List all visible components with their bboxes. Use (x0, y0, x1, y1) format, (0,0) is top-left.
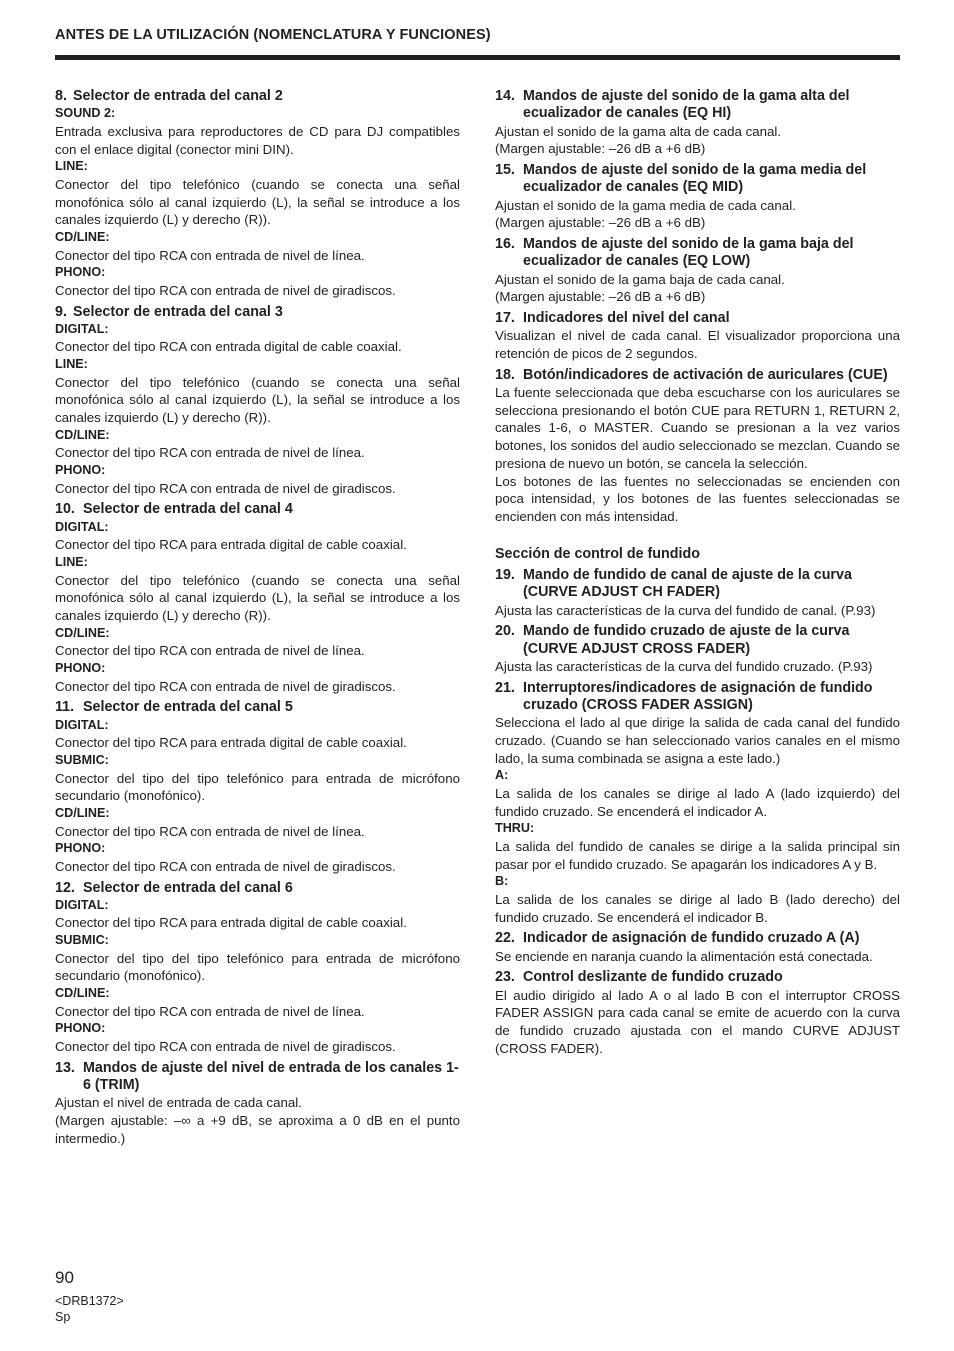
item-heading (55, 501, 460, 518)
paragraph: Ajusta las características de la curva del fundido de canal. (P.93) (495, 602, 876, 618)
section-block (495, 88, 900, 158)
page-header: ANTES DE LA UTILIZACIÓN (NOMENCLATURA Y FUNCIONES) (55, 27, 491, 43)
option-description: Conector del tipo RCA con entrada digital de cable coaxial. (55, 339, 402, 355)
option-label: PHONO: (55, 463, 106, 478)
section-block (55, 699, 460, 875)
option-label: LINE: (55, 159, 88, 174)
item-title: Selector de entrada del canal 3 (73, 303, 283, 320)
paragraph: (Margen ajustable: –26 dB a +6 dB) (495, 141, 706, 157)
option-label: DIGITAL: (55, 519, 109, 534)
option-description: La salida del fundido de canales se dirige a la salida principal sin pasar por el fundido cruzado. Se apagarán los indicadores A y B. (495, 838, 900, 872)
item-number: 21. (495, 679, 515, 696)
option-description: Conector del tipo RCA para entrada digital de cable coaxial. (55, 537, 407, 553)
item-heading (55, 304, 460, 321)
option-label: LINE: (55, 357, 88, 372)
section-block (495, 567, 900, 619)
item-heading (495, 162, 900, 197)
right-column (495, 88, 900, 1057)
item-heading (495, 236, 900, 271)
item-number: 17. (495, 310, 515, 326)
item-number: 11. (55, 699, 75, 716)
option-label: CD/LINE: (55, 986, 110, 1001)
paragraph: Visualizan el nivel de cada canal. El visualizador proporciona una retención de picos de 2 segundos. (495, 328, 900, 361)
option-description: Conector del tipo RCA con entrada de nivel de línea. (55, 823, 365, 839)
paragraph: Ajustan el nivel de entrada de cada canal. (55, 1095, 302, 1111)
item-number: 23. (495, 969, 515, 986)
option-label: THRU: (495, 821, 535, 836)
section-block (495, 546, 900, 563)
item-title: Mandos de ajuste del sonido de la gama alta del ecualizador de canales (EQ HI) (523, 88, 850, 122)
item-title: Selector de entrada del canal 5 (83, 699, 293, 716)
item-number: 20. (495, 623, 515, 640)
paragraph: Ajustan el sonido de la gama alta de cada canal. (495, 123, 782, 139)
option-description: Entrada exclusiva para reproductores de CD para DJ compatibles con el enlace digital (conector mini DIN). (55, 123, 460, 157)
option-description: Conector del tipo telefónico (cuando se conecta una señal monofónica sólo al canal izquierdo (L), la señal se introduce a los canales izquierdo (L) y derecho (R)). (55, 572, 460, 624)
item-heading (495, 623, 900, 658)
option-label: CD/LINE: (55, 805, 110, 820)
document-code (55, 1293, 124, 1325)
left-column (55, 88, 460, 1147)
option-label: A: (495, 768, 509, 783)
option-label: B: (495, 874, 509, 889)
item-number: 14. (495, 88, 515, 104)
language-code: Sp (55, 1310, 71, 1324)
paragraph: Selecciona el lado al que dirige la salida de cada canal del fundido cruzado. (Cuando se han seleccionado varios canales en el mismo lado, la suma combinada se asigna a este lado.) (495, 715, 900, 766)
item-title: Botón/indicadores de activación de auriculares (CUE) (523, 366, 888, 383)
option-description: La salida de los canales se dirige al lado B (lado derecho) del fundido cruzado. Se encenderá el indicador B. (495, 891, 900, 925)
paragraph: Ajustan el sonido de la gama baja de cada canal. (495, 271, 785, 287)
item-heading (495, 969, 900, 986)
option-description: Conector del tipo del tipo telefónico para entrada de micrófono secundario (monofónico). (55, 950, 460, 984)
section-block (55, 501, 460, 695)
section-block (55, 1060, 460, 1148)
option-label: DIGITAL: (55, 321, 109, 336)
paragraph: La fuente seleccionada que deba escucharse con los auriculares se selecciona presionando el botón CUE para RETURN 1, RETURN 2, canales 1-6, o MASTER. Cuando se presionan a la vez varios botones, los sonidos del audio seleccionado se mezclan. Cuando se presiona de nuevo un botón, se cancela la selección. (495, 385, 900, 471)
paragraph: (Margen ajustable: –26 dB a +6 dB) (495, 215, 706, 231)
option-description: Conector del tipo RCA con entrada de nivel de giradiscos. (55, 282, 396, 298)
item-title: Selector de entrada del canal 4 (83, 501, 293, 518)
option-description: Conector del tipo RCA con entrada de nivel de giradiscos. (55, 1039, 396, 1055)
section-block (55, 88, 460, 300)
item-number: 22. (495, 930, 515, 947)
item-number: 8. (55, 88, 67, 104)
section-block (55, 880, 460, 1056)
section-block (495, 236, 900, 306)
item-heading (55, 699, 460, 716)
item-title: Selector de entrada del canal 6 (83, 879, 293, 896)
item-title: Interruptores/indicadores de asignación de fundido cruzado (CROSS FADER ASSIGN) (523, 679, 873, 713)
section-block (495, 310, 900, 363)
paragraph: Los botones de las fuentes no seleccionadas se encienden con poca intensidad, y los botones de las fuentes seleccionadas se encienden con más intensidad. (495, 473, 900, 524)
option-description: Conector del tipo RCA con entrada de nivel de giradiscos. (55, 480, 396, 496)
item-heading (495, 680, 900, 715)
option-description: Conector del tipo telefónico (cuando se conecta una señal monofónica sólo al canal izquierdo (L), la señal se introduce a los canales izquierdo (L) y derecho (R)). (55, 374, 460, 426)
item-number: 10. (55, 501, 75, 518)
section-block (495, 930, 900, 965)
section-block (495, 680, 900, 927)
item-number: 9. (55, 303, 67, 320)
item-title: Mando de fundido de canal de ajuste de la curva (CURVE ADJUST CH FADER) (523, 566, 852, 601)
option-label: PHONO: (55, 265, 106, 280)
section-block (495, 162, 900, 232)
option-description: Conector del tipo RCA con entrada de nivel de giradiscos. (55, 858, 396, 874)
item-heading (55, 88, 460, 105)
option-label: CD/LINE: (55, 625, 110, 640)
item-number: 15. (495, 162, 515, 178)
section-heading: Sección de control de fundido (495, 545, 700, 562)
section-block (55, 304, 460, 498)
section-block (495, 367, 900, 526)
item-heading (55, 880, 460, 897)
option-description: Conector del tipo RCA con entrada de nivel de giradiscos. (55, 678, 396, 694)
item-heading (495, 310, 900, 327)
item-heading (495, 567, 900, 602)
document-id: <DRB1372> (55, 1294, 124, 1308)
item-heading (495, 88, 900, 123)
option-description: Conector del tipo del tipo telefónico para entrada de micrófono secundario (monofónico). (55, 770, 460, 804)
item-number: 19. (495, 566, 515, 583)
option-description: Conector del tipo RCA para entrada digital de cable coaxial. (55, 915, 407, 931)
item-title: Mandos de ajuste del sonido de la gama baja del ecualizador de canales (EQ LOW) (523, 236, 854, 270)
item-heading (55, 1060, 460, 1095)
option-description: Conector del tipo RCA con entrada de nivel de línea. (55, 643, 365, 659)
option-description: Conector del tipo RCA con entrada de nivel de línea. (55, 1003, 365, 1019)
option-label: SOUND 2: (55, 106, 116, 121)
option-label: LINE: (55, 555, 88, 570)
paragraph: Ajustan el sonido de la gama media de cada canal. (495, 197, 796, 213)
option-label: PHONO: (55, 661, 106, 676)
option-label: PHONO: (55, 841, 106, 856)
option-label: SUBMIC: (55, 752, 109, 767)
item-title: Indicador de asignación de fundido cruzado A (A) (523, 930, 860, 947)
option-description: Conector del tipo RCA con entrada de nivel de línea. (55, 247, 365, 263)
item-title: Indicadores del nivel del canal (523, 310, 730, 326)
item-number: 16. (495, 236, 515, 252)
option-description: Conector del tipo telefónico (cuando se conecta una señal monofónica sólo al canal izquierdo (L), la señal se introduce a los canales izquierdo (L) y derecho (R)). (55, 176, 460, 228)
item-title: Mandos de ajuste del nivel de entrada de los canales 1-6 (TRIM) (83, 1059, 459, 1094)
paragraph: (Margen ajustable: –26 dB a +6 dB) (495, 289, 706, 305)
option-description: Conector del tipo RCA con entrada de nivel de línea. (55, 445, 365, 461)
item-number: 12. (55, 879, 75, 896)
option-description: Conector del tipo RCA para entrada digital de cable coaxial. (55, 735, 407, 751)
item-number: 18. (495, 366, 515, 383)
paragraph: El audio dirigido al lado A o al lado B con el interruptor CROSS FADER ASSIGN para cada canal se emite de acuerdo con la curva de fundido cruzado ajustada con el mando CURVE ADJUST (CROSS FADER). (495, 987, 900, 1056)
option-description: La salida de los canales se dirige al lado A (lado izquierdo) del fundido cruzado. Se encenderá el indicador A. (495, 785, 900, 819)
paragraph: (Margen ajustable: –∞ a +9 dB, se aproxima a 0 dB en el punto intermedio.) (55, 1113, 460, 1146)
item-title: Mando de fundido cruzado de ajuste de la curva (CURVE ADJUST CROSS FADER) (523, 623, 850, 657)
section-block (495, 623, 900, 675)
item-heading (495, 367, 900, 384)
item-title: Control deslizante de fundido cruzado (523, 969, 783, 986)
section-block (495, 969, 900, 1057)
page-number: 90 (55, 1268, 74, 1287)
option-label: SUBMIC: (55, 933, 109, 948)
item-heading (495, 930, 900, 947)
item-title: Selector de entrada del canal 2 (73, 88, 283, 104)
option-label: CD/LINE: (55, 230, 110, 244)
item-number: 13. (55, 1059, 75, 1076)
paragraph: Se enciende en naranja cuando la alimentación está conectada. (495, 948, 873, 964)
paragraph: Ajusta las características de la curva del fundido cruzado. (P.93) (495, 658, 873, 674)
item-title: Mandos de ajuste del sonido de la gama media del ecualizador de canales (EQ MID) (523, 162, 867, 196)
option-label: PHONO: (55, 1021, 106, 1036)
option-label: DIGITAL: (55, 717, 109, 732)
option-label: DIGITAL: (55, 897, 109, 912)
header-rule (55, 55, 900, 60)
option-label: CD/LINE: (55, 427, 110, 442)
